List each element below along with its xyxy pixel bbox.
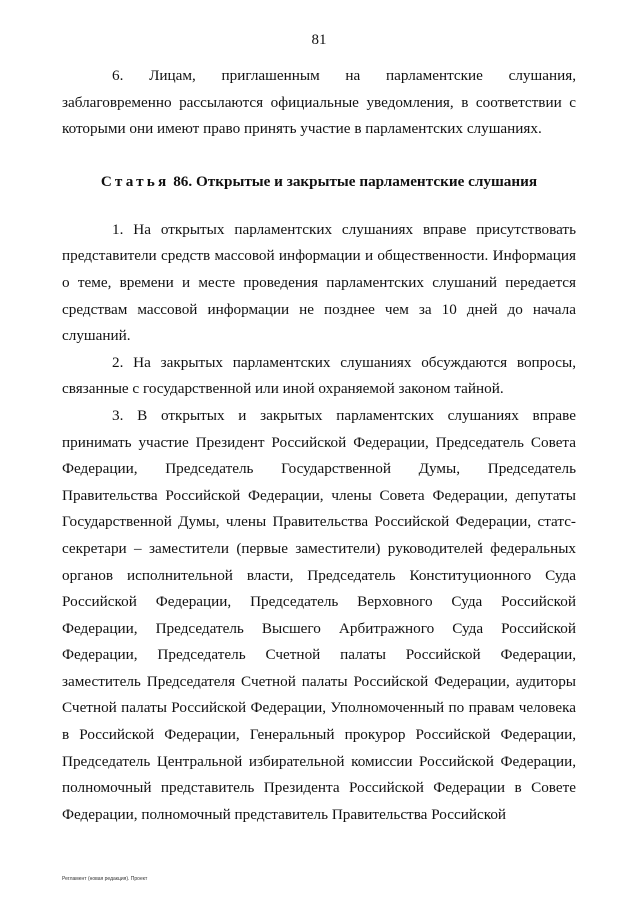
document-page bbox=[62, 0, 576, 900]
paragraph-2-closed-hearings: 2. На закрытых парламентских слушаниях обсуждаются вопросы, связанные с государственной или иной охраняемой законом тайной. bbox=[62, 353, 576, 398]
paragraph-1-open-hearings: 1. На открытых парламентских слушаниях вправе присутствовать представители средств массовой информации и общественности. Информация о теме, времени и месте проведения парламентских слушаний передается средствам массовой информации не позднее чем за 10 дней до начала слушаний. bbox=[62, 220, 576, 345]
footer-note: Регламент (новая редакция). Проект bbox=[62, 876, 148, 882]
paragraph-6-invitations: 6. Лицам, приглашенным на парламентские слушания, заблаговременно рассылаются официальные уведомления, в соответствии с которыми они имеют право принять участие в парламентских слушаниях. bbox=[62, 67, 576, 138]
page-number: 81 bbox=[311, 32, 327, 48]
document-body bbox=[62, 63, 576, 828]
paragraph-3-participants: 3. В открытых и закрытых парламентских слушаниях вправе принимать участие Президент Российской Федерации, Председатель Совета Федерации, Председатель Государственной Думы, Председатель Правительства Российской Федерации, члены Совета Федерации, депутаты Государственной Думы, члены Правительства Российской Федерации, статс-секретари – заместители (первые заместители) руководителей федеральных органов исполнительной власти, Председатель Конституционного Суда Российской Федерации, Председатель Верховного Суда Российской Федерации, Председатель Высшего Арбитражного Суда Российской Федерации, Председатель Счетной палаты Российской Федерации, заместитель Председателя Счетной палаты Российской Федерации, аудиторы Счетной палаты Российской Федерации, Уполномоченный по правам человека в Российской Федерации, Генеральный прокурор Российской Федерации, Председатель Центральной избирательной комиссии Российской Федерации, полномочный представитель Президента Российской Федерации в Совете Федерации, полномочный представитель Правительства Российской bbox=[62, 406, 576, 823]
article-title: 86. Открытые и закрытые парламентские слушания bbox=[173, 172, 538, 190]
article-heading bbox=[62, 171, 576, 193]
article-label: Статья bbox=[100, 172, 170, 190]
